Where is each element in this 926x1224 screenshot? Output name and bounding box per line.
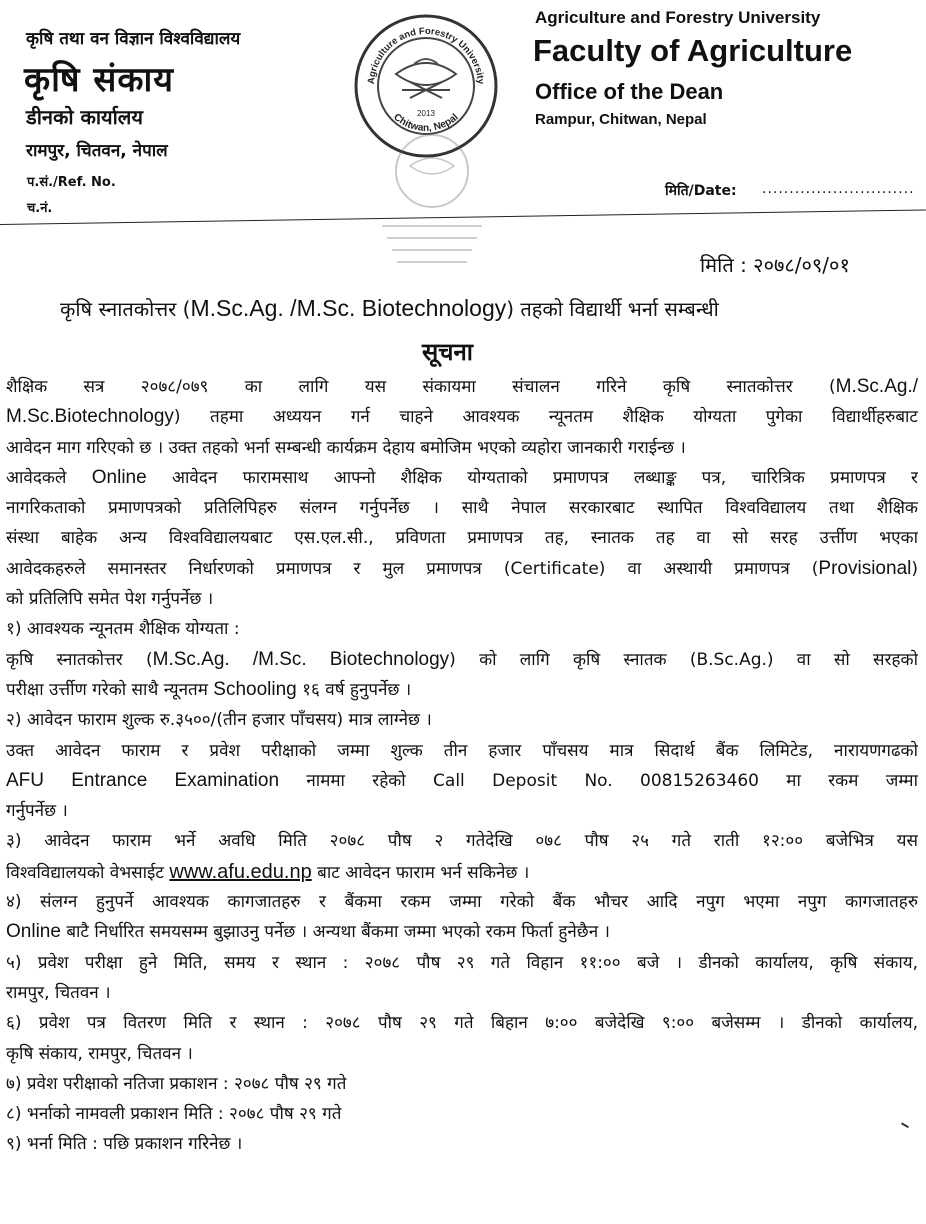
notice-text: ३) आवेदन फाराम भर्ने अवधि मिति २०७८ पौष २ गतेदेखि ०७८ पौष २५ गते राती १२:०० बजेभित्र यस	[6, 831, 918, 852]
notice-text: बाट आवेदन फाराम भर्न सकिनेछ ।	[311, 862, 530, 883]
notice-line	[6, 766, 918, 796]
latin-text: Schooling	[213, 678, 297, 700]
notice-line	[6, 675, 918, 705]
logo-year: 2013	[417, 109, 435, 118]
notice-line	[6, 584, 918, 614]
notice-text: परीक्षा उर्त्तीण गरेको साथै न्यूनतम	[6, 679, 214, 700]
notice-text: ९) भर्ना मिति : पछि प्रकाशन गरिनेछ ।	[6, 1134, 243, 1155]
notice-line	[6, 402, 918, 432]
notice-line	[6, 948, 918, 978]
notice-text: नाममा रहेको Call Deposit No. 00815263460 मा रकम जम्मा	[279, 770, 918, 791]
latin-text: AFU Entrance Examination	[6, 769, 280, 791]
notice-text: बाटै निर्धारित समयसम्म बुझाउनु पर्नेछ । अन्यथा बैंकमा जम्मा भएको रकम फिर्ता हुनेछैन ।	[60, 922, 610, 943]
notice-line	[6, 917, 918, 947]
notice-text: आवेदन फारामसाथ आफ्नो शैक्षिक योग्यताको प्रमाणपत्र लब्धाङ्क पत्र, चारित्रिक प्रमाणपत्र र	[146, 467, 918, 488]
notice-text: आवेदकहरुले समानस्तर निर्धारणको प्रमाणपत्र र मुल प्रमाणपत्र (Certificate) वा अस्थायी प्रमाणपत्र (	[6, 558, 819, 579]
date-dots: ............................	[762, 181, 915, 197]
notice-heading-lat: M.Sc.Ag. /M.Sc. Biotechnology	[190, 295, 507, 321]
notice-line	[6, 978, 918, 1008]
header-en-university: Agriculture and Forestry University	[535, 8, 821, 27]
notice-line	[6, 372, 918, 402]
notice-line	[6, 1039, 918, 1069]
office-stamp	[362, 126, 502, 276]
header-ne-faculty: कृषि संकाय	[24, 60, 175, 100]
logo-text-top: Agriculture and Forestry University	[365, 25, 487, 85]
notice-text: कृषि स्नातकोत्तर (	[6, 649, 153, 670]
website-link[interactable]: www.afu.edu.np	[169, 860, 312, 883]
notice-line	[6, 523, 918, 553]
notice-line	[6, 433, 918, 463]
notice-text: १) आवश्यक न्यूनतम शैक्षिक योग्यता :	[6, 619, 240, 640]
notice-line	[6, 736, 918, 766]
notice-line	[6, 1008, 918, 1038]
notice-text: ७) प्रवेश परीक्षाको नतिजा प्रकाशन : २०७८ पौष २९ गते	[6, 1073, 347, 1094]
notice-text: ८) भर्नाको नामवली प्रकाशन मिति : २०७८ पौष २९ गते	[6, 1104, 342, 1125]
latin-text: Provisional	[818, 557, 912, 579]
notice-text: शैक्षिक सत्र २०७८/०७९ का लागि यस संकायमा संचालन गरिने कृषि स्नातकोत्तर (	[6, 377, 836, 397]
notice-text: ) तहमा अध्ययन गर्न चाहने आवश्यक न्यूनतम शैक्षिक योग्यता पुगेका विद्यार्थीहरुबाट	[173, 407, 918, 428]
notice-line	[6, 554, 918, 584]
notice-text: कृषि संकाय, रामपुर, चितवन ।	[6, 1043, 193, 1064]
notice-line	[6, 1069, 918, 1099]
notice-text: रामपुर, चितवन ।	[6, 982, 111, 1003]
logo-text-bottom: Chitwan, Nepal	[391, 111, 461, 134]
latin-text: Online	[91, 466, 147, 488]
header-ne-office: डीनको कार्यालय	[26, 105, 143, 129]
notice-text: नागरिकताको प्रमाणपत्रको प्रतिलिपिहरु संलग्न गर्नुपर्नेछ । साथै नेपाल सरकारबाट स्थापित विश्वविद्यालय तथा शैक्षिक	[6, 498, 918, 519]
notice-heading	[60, 295, 719, 322]
notice-text: संस्था बाहेक अन्य विश्वविद्यालयबाट एस.एल.सी., प्रविणता प्रमाणपत्र तह, स्नातक तह वा सो सरह उर्त्तीण भएका	[6, 528, 918, 549]
header-en-faculty: Faculty of Agriculture	[533, 33, 853, 68]
notice-line	[6, 463, 918, 493]
notice-text: गर्नुपर्नेछ ।	[6, 801, 68, 822]
notice-text: को प्रतिलिपि समेत पेश गर्नुपर्नेछ ।	[6, 589, 214, 610]
notice-text: )	[911, 558, 918, 579]
notice-line	[6, 857, 918, 887]
cha-no-label: च.नं.	[27, 201, 53, 216]
notice-text: उक्त आवेदन फाराम र प्रवेश परीक्षाको जम्मा शुल्क तीन हजार पाँचसय मात्र सिदार्थ बैंक लिमिटेड, नारायणगढको	[6, 740, 918, 761]
notice-text: ) को लागि कृषि स्नातक (B.Sc.Ag.) वा सो सरहको	[449, 649, 918, 670]
notice-heading-post: ) तहको विद्यार्थी भर्ना सम्बन्धी	[506, 297, 719, 321]
notice-text: २) आवेदन फाराम शुल्क रु.३५००/(तीन हजार पाँचसय) मात्र लाग्नेछ ।	[6, 710, 432, 731]
svg-text:Agriculture and Forestry Unive	[366, 26, 486, 85]
header-en-office: Office of the Dean	[535, 79, 724, 104]
notice-text: ६) प्रवेश पत्र वितरण मिति र स्थान : २०७८ पौष २९ गते बिहान ७:०० बजेदेखि ९:०० बजेसम्म । डीनको कार्यालय,	[6, 1013, 918, 1034]
notice-line	[6, 826, 918, 856]
notice-text: आवेदकले	[6, 467, 92, 488]
notice-line	[6, 614, 918, 644]
notice-text: १६ वर्ष हुनुपर्नेछ ।	[296, 679, 412, 700]
notice-line	[6, 705, 918, 735]
header-ne-address: रामपुर, चितवन, नेपाल	[26, 141, 168, 161]
latin-text: M.Sc.Biotechnology	[6, 406, 174, 428]
notice-heading-pre: कृषि स्नातकोत्तर (	[60, 297, 191, 321]
notice-line	[6, 1129, 918, 1159]
notice-line	[6, 887, 918, 917]
notice-text: विश्वविद्यालयको वेभसाईट	[6, 862, 170, 883]
latin-text: Online	[6, 921, 61, 943]
date-label: मिति/Date:	[665, 183, 737, 199]
latin-text: M.Sc.Ag./	[835, 376, 918, 397]
notice-date: मिति : २०७८/०९/०१	[700, 253, 850, 277]
notice-line	[6, 1099, 918, 1129]
header-ne-university: कृषि तथा वन विज्ञान विश्वविद्यालय	[26, 29, 241, 49]
notice-line	[6, 493, 918, 523]
notice-line	[6, 645, 918, 675]
notice-title: सूचना	[422, 338, 473, 366]
notice-body	[6, 372, 918, 1160]
notice-text: ५) प्रवेश परीक्षा हुने मिति, समय र स्थान : २०७८ पौष २९ गते विहान ११:०० बजे । डीनको कार्यालय, कृषि संकाय,	[6, 952, 918, 973]
notice-text: ४) संलग्न हुनुपर्ने आवश्यक कागजातहरु र बैंकमा रकम जम्मा गरेको बैंक भौचर आदि नपुग भएमा नपुग कागजातहरु	[6, 892, 918, 913]
ref-no-label: प.सं./Ref. No.	[27, 175, 116, 190]
header-en-address: Rampur, Chitwan, Nepal	[535, 111, 707, 128]
notice-text: आवेदन माग गरिएको छ । उक्त तहको भर्ना सम्बन्धी कार्यक्रम देहाय बमोजिम भएको व्यहोरा जानकारी गराईन्छ ।	[6, 437, 686, 458]
latin-text: M.Sc.Ag. /M.Sc. Biotechnology	[152, 648, 450, 670]
notice-line	[6, 796, 918, 826]
